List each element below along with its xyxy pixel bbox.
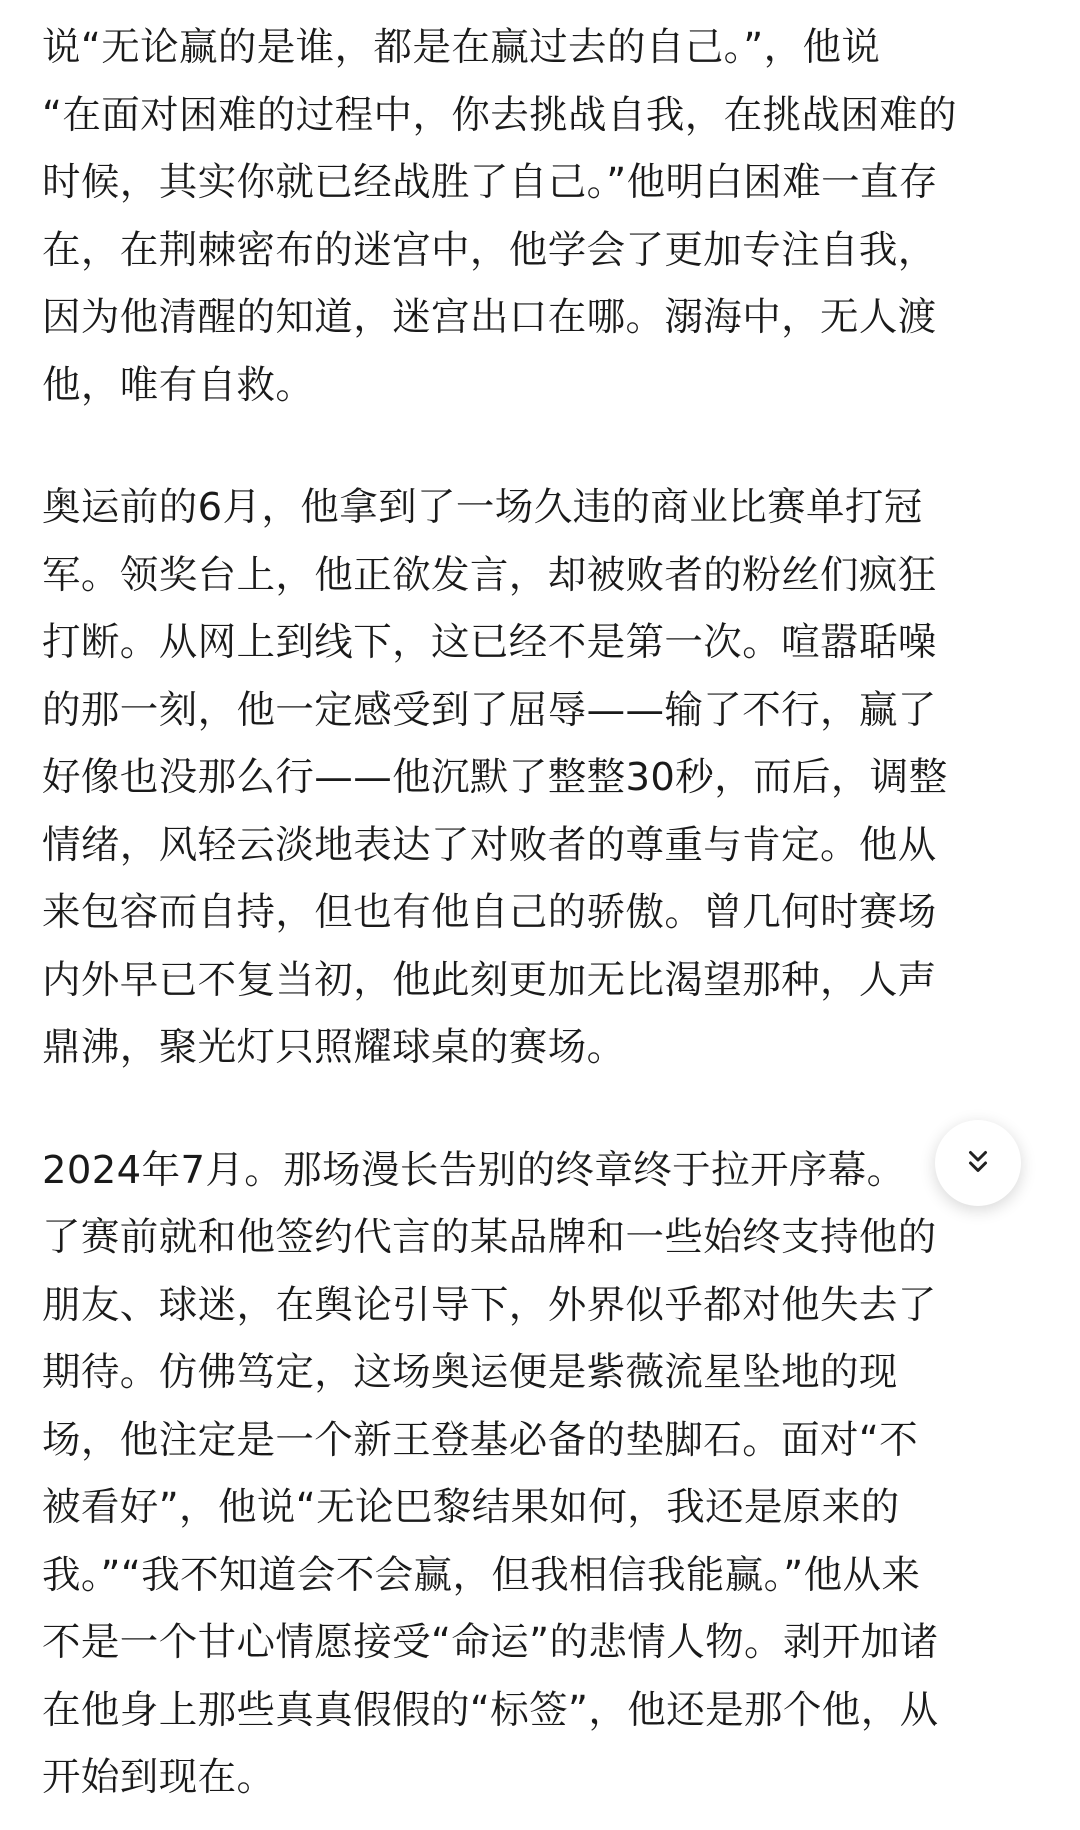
text-line: 了赛前就和他签约代言的某品牌和一些始终支持他的 [42,1215,937,1260]
paragraph-1 [42,14,1042,419]
text-line: 开始到现在。 [42,1755,276,1800]
text-line: 奥运前的6月，他拿到了一场久违的商业比赛单打冠 [42,485,923,530]
text-line: 因为他清醒的知道，迷宫出口在哪。溺海中，无人渡 [42,295,937,340]
text-line: 打断。从网上到线下，这已经不是第一次。喧嚣聒噪 [42,620,937,665]
text-line: 2024年7月。那场漫长告别的终章终于拉开序幕。 [42,1147,906,1193]
text-line: 在，在荆棘密布的迷宫中，他学会了更加专注自我， [42,227,937,273]
paragraph-spacer [42,419,1042,474]
text-line: 场，他注定是一个新王登基必备的垫脚石。面对“不 [42,1417,919,1463]
text-line: 来包容而自持，但也有他自己的骄傲。曾几何时赛场 [42,890,937,935]
paragraph-spacer [42,1082,1042,1137]
text-line: 说“无论赢的是谁，都是在赢过去的自己。”，他说 [42,25,881,70]
text-line: 他，唯有自救。 [42,362,315,408]
text-line: 我。”“我不知道会不会赢，但我相信我能赢。”他从来 [42,1552,921,1598]
text-line: 好像也没那么行——他沉默了整整30秒，而后，调整 [42,755,948,800]
paragraph-2 [42,474,1042,1082]
text-line: 被看好”，他说“无论巴黎结果如何，我还是原来的 [42,1485,900,1530]
text-line: 不是一个甘心情愿接受“命运”的悲情人物。剥开加诸 [42,1620,939,1665]
text-line: 军。领奖台上，他正欲发言，却被败者的粉丝们疯狂 [42,552,937,598]
text-line: 在他身上那些真真假假的“标签”，他还是那个他，从 [42,1687,939,1733]
text-line: 鼎沸，聚光灯只照耀球桌的赛场。 [42,1025,626,1070]
text-line: 时候，其实你就已经战胜了自己。”他明白困难一直存 [42,160,938,205]
text-line: 朋友、球迷，在舆论引导下，外界似乎都对他失去了 [42,1282,937,1328]
text-line: 情绪，风轻云淡地表达了对败者的尊重与肯定。他从 [42,822,937,868]
article-body [42,14,1042,1812]
text-line: 的那一刻，他一定感受到了屈辱——输了不行，赢了 [42,687,937,733]
text-line: 内外早已不复当初，他此刻更加无比渴望那种，人声 [42,957,937,1003]
scroll-down-button[interactable] [935,1120,1021,1206]
paragraph-3 [42,1137,1042,1812]
text-line: 期待。仿佛笃定，这场奥运便是紫薇流星坠地的现 [42,1350,898,1395]
text-line: “在面对困难的过程中，你去挑战自我，在挑战困难的 [42,92,958,138]
double-chevron-down-icon [960,1145,996,1181]
